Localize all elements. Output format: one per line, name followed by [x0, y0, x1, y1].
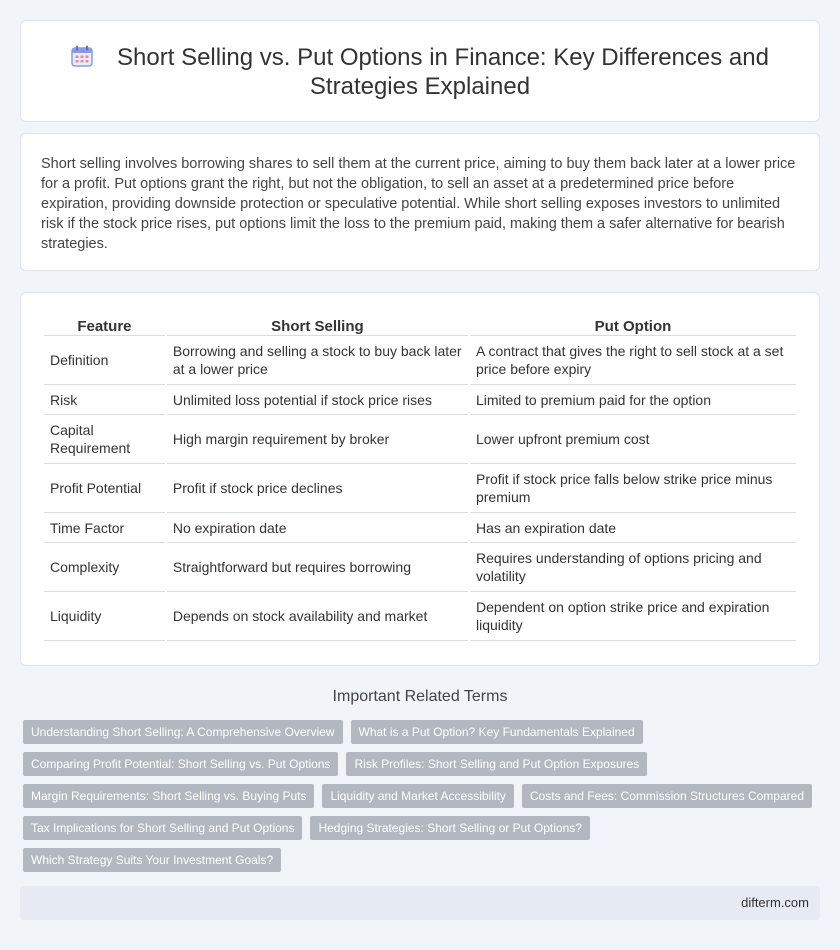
short-selling-cell: Profit if stock price declines — [167, 464, 468, 513]
put-option-cell: Has an expiration date — [470, 513, 796, 543]
table-row — [44, 592, 796, 641]
intro-paragraph: Short selling involves borrowing shares to sell them at the current price, aiming to buy them back later at a lower price for a profit. Put options grant the right, but not the obligation, to sell an asset at a predetermined price before expiration, providing downside protection or speculative potential. While short selling exposes investors to unlimited risk if the stock price rises, put options limit the loss to the premium paid, making them a safer alternative for bearish strategies. — [41, 156, 796, 252]
related-term-tag[interactable]: Costs and Fees: Commission Structures Compared — [522, 784, 812, 808]
put-option-cell: Requires understanding of options pricing and volatility — [470, 543, 796, 592]
related-term-tag[interactable]: Liquidity and Market Accessibility — [322, 784, 513, 808]
feature-cell: Capital Requirement — [44, 415, 165, 464]
put-option-cell: Limited to premium paid for the option — [470, 385, 796, 415]
site-link[interactable]: difterm.com — [741, 895, 809, 910]
table-row — [44, 513, 796, 543]
tag-row — [23, 848, 823, 872]
put-option-cell: A contract that gives the right to sell stock at a set price before expiry — [470, 336, 796, 385]
header-put-option: Put Option — [470, 317, 796, 336]
related-terms-heading: Important Related Terms — [332, 688, 508, 705]
table-row — [44, 464, 796, 513]
related-term-tag[interactable]: Which Strategy Suits Your Investment Goals? — [23, 848, 281, 872]
feature-cell: Time Factor — [44, 513, 165, 543]
put-option-cell: Profit if stock price falls below strike price minus premium — [470, 464, 796, 513]
calendar-icon — [71, 45, 93, 67]
tag-row — [23, 784, 823, 808]
tag-row — [23, 720, 823, 744]
short-selling-cell: Borrowing and selling a stock to buy back later at a lower price — [167, 336, 468, 385]
related-term-tag[interactable]: Comparing Profit Potential: Short Selling vs. Put Options — [23, 752, 338, 776]
table-row — [44, 415, 796, 464]
intro-card — [20, 133, 820, 271]
related-term-tag[interactable]: Margin Requirements: Short Selling vs. Buying Puts — [23, 784, 314, 808]
page-title — [61, 43, 779, 101]
short-selling-cell: No expiration date — [167, 513, 468, 543]
related-term-tag[interactable]: Risk Profiles: Short Selling and Put Option Exposures — [346, 752, 647, 776]
short-selling-cell: High margin requirement by broker — [167, 415, 468, 464]
related-term-tag[interactable]: Understanding Short Selling: A Comprehensive Overview — [23, 720, 343, 744]
header-card — [20, 20, 820, 122]
feature-cell: Liquidity — [44, 592, 165, 641]
related-term-tag[interactable]: Hedging Strategies: Short Selling or Put Options? — [310, 816, 589, 840]
comparison-card — [20, 292, 820, 666]
header-feature: Feature — [44, 317, 165, 336]
tag-row — [23, 816, 823, 840]
table-row — [44, 385, 796, 415]
table-row — [44, 543, 796, 592]
related-terms-list — [23, 720, 823, 880]
title-line-2: Strategies Explained — [309, 73, 531, 100]
feature-cell: Profit Potential — [44, 464, 165, 513]
put-option-cell: Lower upfront premium cost — [470, 415, 796, 464]
table-row — [44, 336, 796, 385]
short-selling-cell: Unlimited loss potential if stock price rises — [167, 385, 468, 415]
feature-cell: Risk — [44, 385, 165, 415]
table-header-row — [44, 317, 796, 336]
short-selling-cell: Depends on stock availability and market — [167, 592, 468, 641]
tag-row — [23, 752, 823, 776]
footer — [20, 886, 820, 920]
header-short-selling: Short Selling — [167, 317, 468, 336]
feature-cell: Definition — [44, 336, 165, 385]
related-term-tag[interactable]: What is a Put Option? Key Fundamentals Explained — [351, 720, 643, 744]
related-term-tag[interactable]: Tax Implications for Short Selling and Put Options — [23, 816, 302, 840]
feature-cell: Complexity — [44, 543, 165, 592]
put-option-cell: Dependent on option strike price and expiration liquidity — [470, 592, 796, 641]
comparison-table — [42, 317, 798, 641]
title-line-1: Short Selling vs. Put Options in Finance: Key Differences and — [117, 44, 769, 71]
short-selling-cell: Straightforward but requires borrowing — [167, 543, 468, 592]
